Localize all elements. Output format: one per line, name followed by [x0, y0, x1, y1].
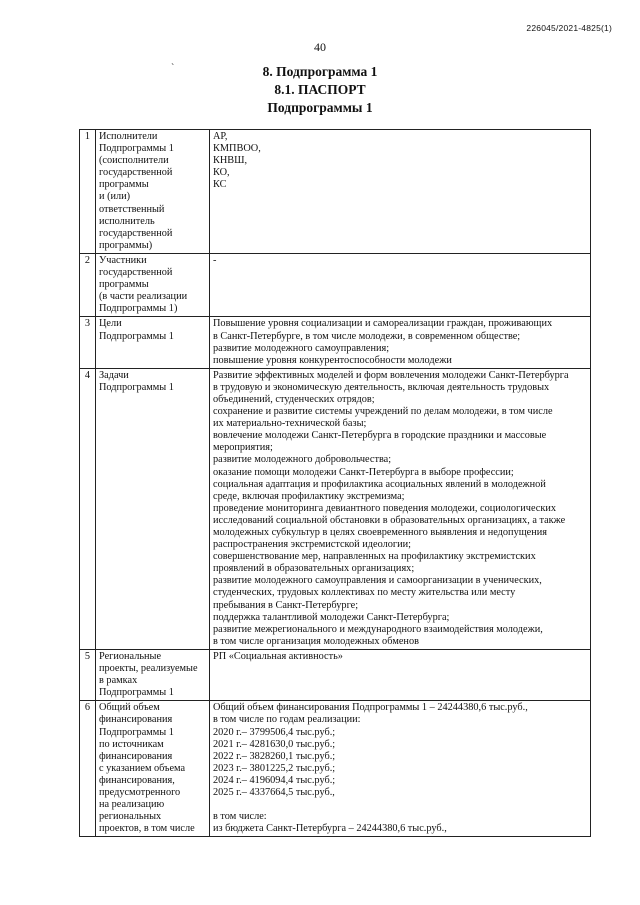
content-line: объединений, студенческих отрядов; [213, 393, 375, 405]
page-number: 40 [314, 40, 326, 54]
label-line: и (или) [99, 191, 131, 203]
row-number: 4 [80, 368, 96, 649]
label-line: государственной [99, 227, 173, 239]
row-label [96, 130, 210, 254]
label-line: Региональные [99, 650, 162, 662]
label-line: программы) [99, 239, 153, 251]
label-line: предусмотренного [99, 786, 181, 798]
passport-row [80, 649, 591, 700]
content-line: распространения экстремистской идеологии; [213, 539, 411, 551]
content-line: КО, [213, 167, 230, 179]
content-line: КНВШ, [213, 155, 248, 167]
content-line: развитие молодежного самоуправления и самоорганизации в ученических, [213, 575, 542, 587]
label-line: (в части реализации [99, 291, 188, 303]
content-line: в том числе по годам реализации: [213, 714, 361, 726]
content-line: в том числе: [213, 811, 267, 823]
content-line: 2022 г.– 3828260,1 тыс.руб.; [213, 750, 336, 762]
row-content [210, 649, 591, 700]
content-line: вовлечение молодежи Санкт-Петербурга в городские праздники и массовые [213, 430, 547, 442]
label-line: Общий объем [99, 702, 160, 714]
label-line: Исполнители [99, 131, 158, 142]
content-line: 2021 г.– 4281630,0 тыс.руб.; [213, 738, 336, 750]
content-line: КМПВОО, [213, 143, 261, 155]
section-title: 8. Подпрограмма 1 [262, 64, 378, 79]
row-number: 2 [80, 253, 96, 316]
label-line: программы [99, 279, 149, 291]
document-number: 226045/2021-4825(1) [526, 23, 612, 33]
content-line: 2020 г.– 3799506,4 тыс.руб.; [213, 726, 336, 738]
content-line: Развитие эффективных моделей и форм вовлечения молодежи Санкт-Петербурга [213, 369, 569, 381]
passport-row [80, 130, 591, 254]
row-label [96, 701, 210, 837]
label-line: Участники [99, 254, 147, 266]
content-line: Общий объем финансирования Подпрограммы 1 – 24244380,6 тыс.руб., [213, 702, 528, 714]
label-line: Подпрограммы 1 [99, 726, 174, 738]
row-number: 3 [80, 317, 96, 368]
row-number: 1 [80, 130, 96, 254]
label-line: (соисполнители [99, 155, 169, 167]
label-line: исполнитель [99, 215, 155, 227]
row-label [96, 317, 210, 368]
content-line: 2024 г.– 4196094,4 тыс.руб.; [213, 774, 336, 786]
label-line: в рамках [99, 675, 138, 687]
passport-row [80, 317, 591, 368]
label-line: на реализацию [99, 799, 165, 811]
content-line: КС [213, 179, 227, 191]
content-line: 2025 г.– 4337664,5 тыс.руб., [213, 786, 335, 798]
content-line: развитие молодежного самоуправления; [213, 342, 390, 354]
content-line: - [213, 254, 217, 266]
row-number: 5 [80, 649, 96, 700]
content-line: АР, [213, 131, 228, 142]
content-line: повышение уровня конкурентоспособности молодежи [213, 354, 452, 366]
row-label [96, 368, 210, 649]
row-content [210, 253, 591, 316]
passport-row [80, 701, 591, 837]
row-content [210, 130, 591, 254]
row-number: 6 [80, 701, 96, 837]
content-line: из бюджета Санкт-Петербурга – 24244380,6 тыс.руб., [213, 823, 447, 835]
label-line: региональных [99, 811, 162, 823]
content-line: проведение мониторинга девиантного поведения молодежи, социологических [213, 502, 557, 514]
content-line: мероприятия; [213, 442, 273, 454]
row-content [210, 317, 591, 368]
content-line: в Санкт-Петербурге, в том числе молодежи, в современном обществе; [213, 330, 521, 342]
content-line: молодежных субкультур в целях своевременного выявления и недопущения [213, 527, 547, 538]
content-line: в том числе организация молодежных обменов [213, 635, 419, 647]
row-label [96, 649, 210, 700]
content-line: студенческих, трудовых коллективах по месту жительства или месту [213, 587, 516, 599]
content-line: развитие молодежного добровольчества; [213, 454, 392, 466]
label-line: проектов, в том числе [99, 823, 195, 835]
label-line: государственной [99, 167, 173, 179]
label-line: финансирования [99, 714, 173, 726]
content-line: проявлений в образовательных организациях; [213, 563, 415, 575]
row-label [96, 253, 210, 316]
label-line: Подпрограммы 1 [99, 330, 174, 342]
label-line: ответственный [99, 203, 165, 215]
content-line: пребывания в Санкт-Петербурге; [213, 599, 359, 611]
label-line: Подпрограммы 1 [99, 381, 174, 393]
passport-row [80, 368, 591, 649]
label-line: программы [99, 179, 149, 191]
label-line: Подпрограммы 1 [99, 687, 174, 699]
stray-mark: ` [171, 63, 175, 74]
content-line: 2023 г.– 3801225,2 тыс.руб.; [213, 762, 336, 774]
content-line: среде, включая профилактику экстремизма; [213, 490, 405, 502]
content-spacer [213, 799, 587, 811]
content-line: в трудовую и экономическую деятельность, включая деятельность трудовых [213, 381, 550, 393]
label-line: государственной [99, 267, 173, 279]
passport-title: 8.1. ПАСПОРТ [274, 82, 366, 97]
content-line: исследований социальной обстановки в образовательных организациях, а также [213, 514, 566, 526]
content-line: поддержка талантливой молодежи Санкт-Петербурга; [213, 611, 450, 623]
label-line: проекты, реализуемые [99, 663, 198, 675]
row-content [210, 368, 591, 649]
label-line: по источникам [99, 738, 164, 750]
label-line: Подпрограммы 1 [99, 143, 174, 155]
label-line: финансирования, [99, 774, 175, 786]
label-line: с указанием объема [99, 762, 186, 774]
content-line: развитие межрегионального и международного взаимодействия молодежи, [213, 623, 543, 635]
content-line: социальная адаптация и профилактика асоциальных явлений в молодежной [213, 478, 546, 490]
content-line: сохранение и развитие системы учреждений по делам молодежи, в том числе [213, 406, 553, 418]
label-line: Задачи [99, 369, 129, 381]
label-line: финансирования [99, 750, 173, 762]
content-line: их материально-технической базы; [213, 418, 367, 430]
content-line: РП «Социальная активность» [213, 650, 343, 662]
content-line: оказание помощи молодежи Санкт-Петербурга в выборе профессии; [213, 466, 514, 478]
label-line: Подпрограммы 1) [99, 303, 178, 315]
subprogram-title: Подпрограммы 1 [267, 100, 373, 115]
section-title-block [0, 63, 640, 117]
content-line: Повышение уровня социализации и самореализации граждан, проживающих [213, 318, 553, 330]
content-line: совершенствование мер, направленных на профилактику экстремистских [213, 551, 536, 563]
row-content [210, 701, 591, 837]
label-line: Цели [99, 318, 122, 330]
passport-row [80, 253, 591, 316]
passport-table [79, 129, 591, 837]
